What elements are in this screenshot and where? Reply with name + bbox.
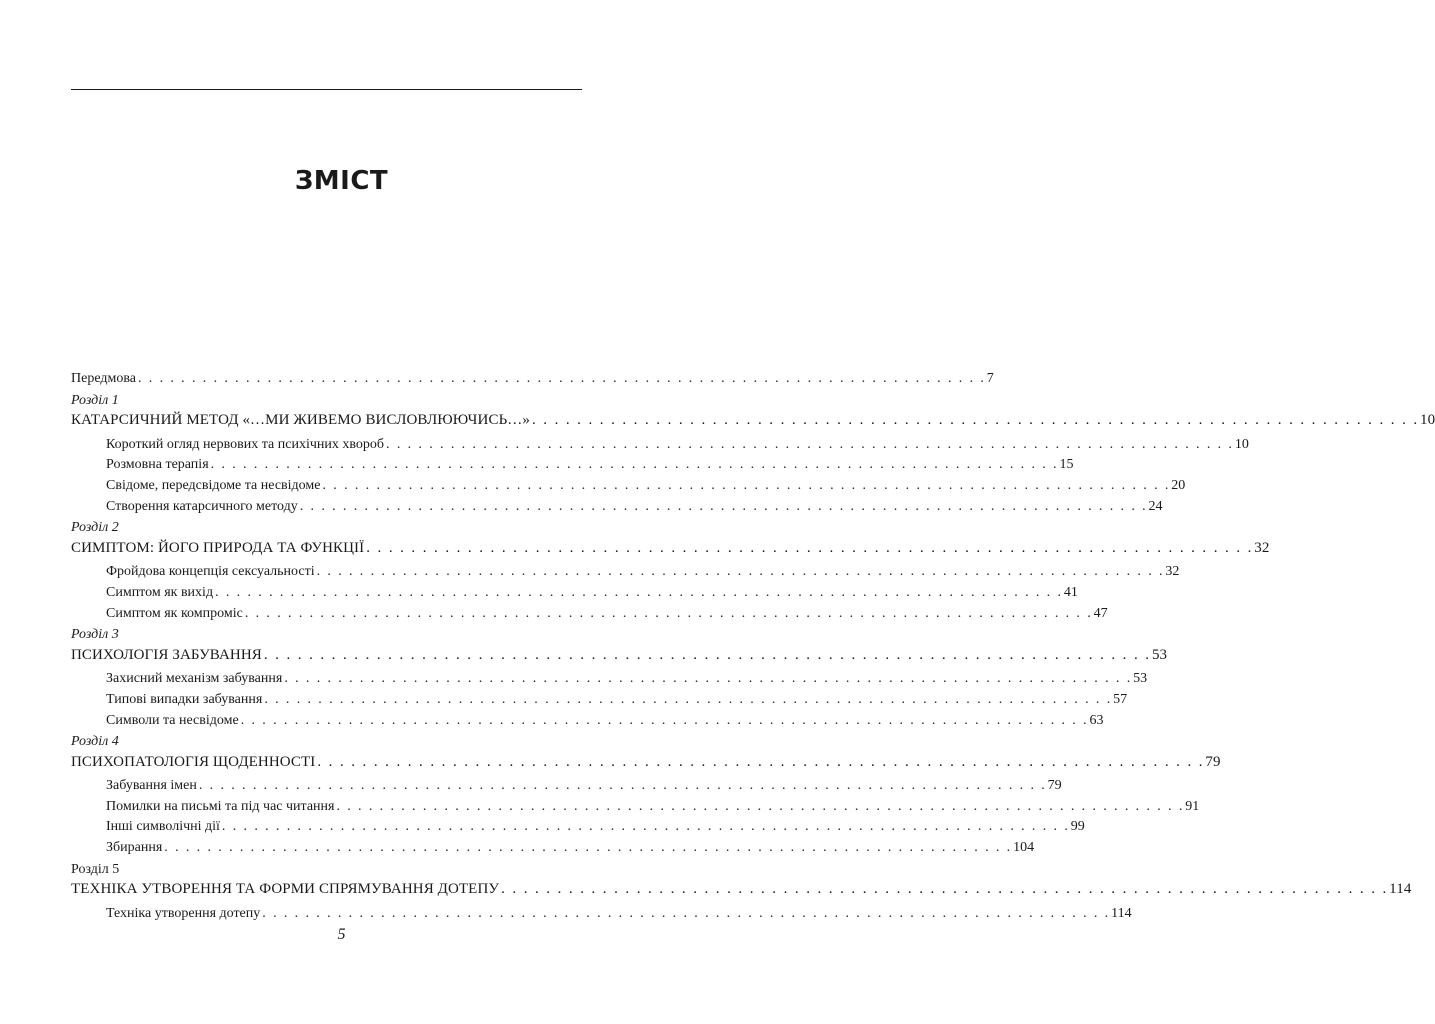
toc-entry-title: ПСИХОЛОГІЯ ЗАБУВАННЯ: [71, 646, 262, 663]
toc-entry-title: Типові випадки забування: [106, 691, 263, 707]
toc-chapter-entry: [71, 410, 1435, 431]
toc-section-entry: [71, 435, 1249, 456]
toc-page-number: 47: [1093, 605, 1108, 621]
dot-leader: . . . . . . . . . . . . . . . . . . . . . . . . . . . . . . . . . . . . . . . . . . . . . . . . . . . . . . . . . . . . . . . . . . . . . . . . . . . . . . .: [262, 905, 1111, 921]
dot-leader: . . . . . . . . . . . . . . . . . . . . . . . . . . . . . . . . . . . . . . . . . . . . . . . . . . . . . . . . . . . . . . . . . . . . . . . . . . . . . . .: [299, 498, 1148, 514]
toc-page-number: 53: [1133, 671, 1148, 687]
toc-page-number: 7: [986, 371, 994, 386]
toc-page-number: 114: [1111, 905, 1132, 921]
toc-chapter-entry: [71, 752, 1221, 773]
dot-leader: . . . . . . . . . . . . . . . . . . . . . . . . . . . . . . . . . . . . . . . . . . . . . . . . . . . . . . . . . . . . . . . . . . . . . . . . . . . . . . .: [137, 371, 986, 386]
toc-section-entry: [71, 838, 1035, 859]
toc-entry-title: ТЕХНІКА УТВОРЕННЯ ТА ФОРМИ СПРЯМУВАННЯ ДОТЕПУ: [71, 881, 500, 898]
chapter-number-label: Розділ 2: [71, 520, 119, 536]
chapter-number-label: Розділ 4: [71, 734, 119, 750]
toc-page-number: 91: [1185, 798, 1200, 814]
toc-page-number: 53: [1151, 646, 1168, 663]
dot-leader: . . . . . . . . . . . . . . . . . . . . . . . . . . . . . . . . . . . . . . . . . . . . . . . . . . . . . . . . . . . . . . . . . . . . . . . . . . . . . . .: [317, 753, 1205, 770]
page-number: 5: [337, 926, 346, 943]
toc-section-entry: [71, 476, 1186, 497]
dot-leader: . . . . . . . . . . . . . . . . . . . . . . . . . . . . . . . . . . . . . . . . . . . . . . . . . . . . . . . . . . . . . . . . . . . . . . . . . . . . . . .: [210, 457, 1059, 473]
toc-entry-title: Захисний механізм забування: [106, 671, 283, 687]
dot-leader: . . . . . . . . . . . . . . . . . . . . . . . . . . . . . . . . . . . . . . . . . . . . . . . . . . . . . . . . . . . . . . . . . . . . . . . . . . . . . . .: [316, 564, 1165, 580]
toc-section-entry: [71, 797, 1200, 818]
toc-page-number: 79: [1047, 778, 1062, 794]
chapter-number-label: Розділ 3: [71, 627, 119, 643]
toc-page-number: 63: [1089, 712, 1104, 728]
dot-leader: . . . . . . . . . . . . . . . . . . . . . . . . . . . . . . . . . . . . . . . . . . . . . . . . . . . . . . . . . . . . . . . . . . . . . . . . . . . . . . .: [322, 477, 1171, 493]
toc-section-entry: [71, 455, 1074, 476]
toc-page-number: 24: [1148, 498, 1163, 514]
dot-leader: . . . . . . . . . . . . . . . . . . . . . . . . . . . . . . . . . . . . . . . . . . . . . . . . . . . . . . . . . . . . . . . . . . . . . . . . . . . . . . .: [336, 798, 1185, 814]
dot-leader: . . . . . . . . . . . . . . . . . . . . . . . . . . . . . . . . . . . . . . . . . . . . . . . . . . . . . . . . . . . . . . . . . . . . . . . . . . . . . . .: [284, 671, 1133, 687]
dot-leader: . . . . . . . . . . . . . . . . . . . . . . . . . . . . . . . . . . . . . . . . . . . . . . . . . . . . . . . . . . . . . . . . . . . . . . . . . . . . . . .: [164, 840, 1013, 856]
toc-page-number: 104: [1013, 840, 1035, 856]
toc-page-number: 10: [1234, 436, 1249, 452]
toc-section-entry: [71, 669, 1148, 690]
toc-entry-title: ПСИХОПАТОЛОГІЯ ЩОДЕННОСТІ: [71, 753, 316, 770]
toc-entry-title: Збирання: [106, 840, 163, 856]
toc-page-number: 79: [1205, 753, 1221, 770]
toc-section-entry: [71, 711, 1104, 732]
toc-section-entry: [71, 904, 1132, 925]
toc-entry-title: КАТАРСИЧНИЙ МЕТОД «…МИ ЖИВЕМО ВИСЛОВЛЮЮЧИСЬ…»: [71, 412, 530, 429]
toc-page-number: 114: [1389, 881, 1412, 898]
dot-leader: . . . . . . . . . . . . . . . . . . . . . . . . . . . . . . . . . . . . . . . . . . . . . . . . . . . . . . . . . . . . . . . . . . . . . . . . . . . . . . .: [221, 819, 1070, 835]
dot-leader: . . . . . . . . . . . . . . . . . . . . . . . . . . . . . . . . . . . . . . . . . . . . . . . . . . . . . . . . . . . . . . . . . . . . . . . . . . . . . . .: [264, 691, 1113, 707]
toc-page-number: 10: [1420, 412, 1435, 429]
toc-entry: [71, 369, 994, 390]
toc-section-entry: [71, 690, 1128, 711]
toc-entry-title: СИМПТОМ: ЙОГО ПРИРОДА ТА ФУНКЦІЇ: [71, 539, 365, 556]
toc-chapter-entry: [71, 645, 1168, 666]
toc-entry-title: Інші символічні дії: [106, 819, 220, 835]
toc-entry-title: Забування імен: [106, 778, 197, 794]
toc-section-entry: [71, 776, 1062, 797]
toc-section-entry: [71, 562, 1180, 583]
dot-leader: . . . . . . . . . . . . . . . . . . . . . . . . . . . . . . . . . . . . . . . . . . . . . . . . . . . . . . . . . . . . . . . . . . . . . . . . . . . . . . .: [198, 778, 1047, 794]
toc-entry-title: Символи та несвідоме: [106, 712, 239, 728]
toc-chapter-entry: [71, 538, 1270, 559]
toc-entry-title: Техніка утворення дотепу: [106, 905, 261, 921]
table-of-contents: [71, 369, 1435, 924]
toc-page-number: 57: [1113, 691, 1128, 707]
dot-leader: . . . . . . . . . . . . . . . . . . . . . . . . . . . . . . . . . . . . . . . . . . . . . . . . . . . . . . . . . . . . . . . . . . . . . . . . . . . . . . .: [501, 881, 1389, 898]
toc-entry-title: Симптом як компроміс: [106, 605, 243, 621]
toc-entry-title: Передмова: [71, 371, 136, 386]
toc-entry-title: Створення катарсичного методу: [106, 498, 298, 514]
chapter-number-label: Розділ 5: [71, 861, 120, 877]
toc-entry-title: Свідоме, передсвідоме та несвідоме: [106, 477, 321, 493]
toc-page-number: 99: [1070, 819, 1085, 835]
toc-chapter-entry: [71, 879, 1412, 900]
toc-page-number: 15: [1059, 457, 1074, 473]
dot-leader: . . . . . . . . . . . . . . . . . . . . . . . . . . . . . . . . . . . . . . . . . . . . . . . . . . . . . . . . . . . . . . . . . . . . . . . . . . . . . . .: [386, 436, 1234, 452]
toc-page-number: 41: [1063, 584, 1078, 600]
toc-page-number: 32: [1165, 564, 1180, 580]
top-rule: [71, 89, 582, 90]
toc-page-number: 20: [1171, 477, 1186, 493]
chapter-number-label: Розділ 1: [71, 392, 119, 408]
toc-section-entry: [71, 583, 1078, 604]
dot-leader: . . . . . . . . . . . . . . . . . . . . . . . . . . . . . . . . . . . . . . . . . . . . . . . . . . . . . . . . . . . . . . . . . . . . . . . . . . . . . . .: [366, 539, 1254, 556]
dot-leader: . . . . . . . . . . . . . . . . . . . . . . . . . . . . . . . . . . . . . . . . . . . . . . . . . . . . . . . . . . . . . . . . . . . . . . . . . . . . . . .: [240, 712, 1089, 728]
toc-section-entry: [71, 497, 1163, 518]
toc-entry-title: Помилки на письмі та під час читання: [106, 798, 335, 814]
dot-leader: . . . . . . . . . . . . . . . . . . . . . . . . . . . . . . . . . . . . . . . . . . . . . . . . . . . . . . . . . . . . . . . . . . . . . . . . . . . . . . .: [244, 605, 1093, 621]
toc-entry-title: Фройдова концепція сексуальності: [106, 564, 315, 580]
dot-leader: . . . . . . . . . . . . . . . . . . . . . . . . . . . . . . . . . . . . . . . . . . . . . . . . . . . . . . . . . . . . . . . . . . . . . . . . . . . . . . .: [263, 646, 1151, 663]
dot-leader: . . . . . . . . . . . . . . . . . . . . . . . . . . . . . . . . . . . . . . . . . . . . . . . . . . . . . . . . . . . . . . . . . . . . . . . . . . . . . . .: [215, 584, 1063, 600]
toc-entry-title: Короткий огляд нервових та психічних хвороб: [106, 436, 385, 452]
page-title: ЗМІСТ: [294, 166, 389, 196]
dot-leader: . . . . . . . . . . . . . . . . . . . . . . . . . . . . . . . . . . . . . . . . . . . . . . . . . . . . . . . . . . . . . . . . . . . . . . . . . . . . . . .: [531, 412, 1420, 429]
toc-section-entry: [71, 817, 1085, 838]
toc-page-number: 32: [1254, 539, 1270, 556]
toc-entry-title: Симптом як вихід: [106, 584, 214, 600]
toc-entry-title: Розмовна терапія: [106, 457, 209, 473]
toc-section-entry: [71, 604, 1108, 625]
